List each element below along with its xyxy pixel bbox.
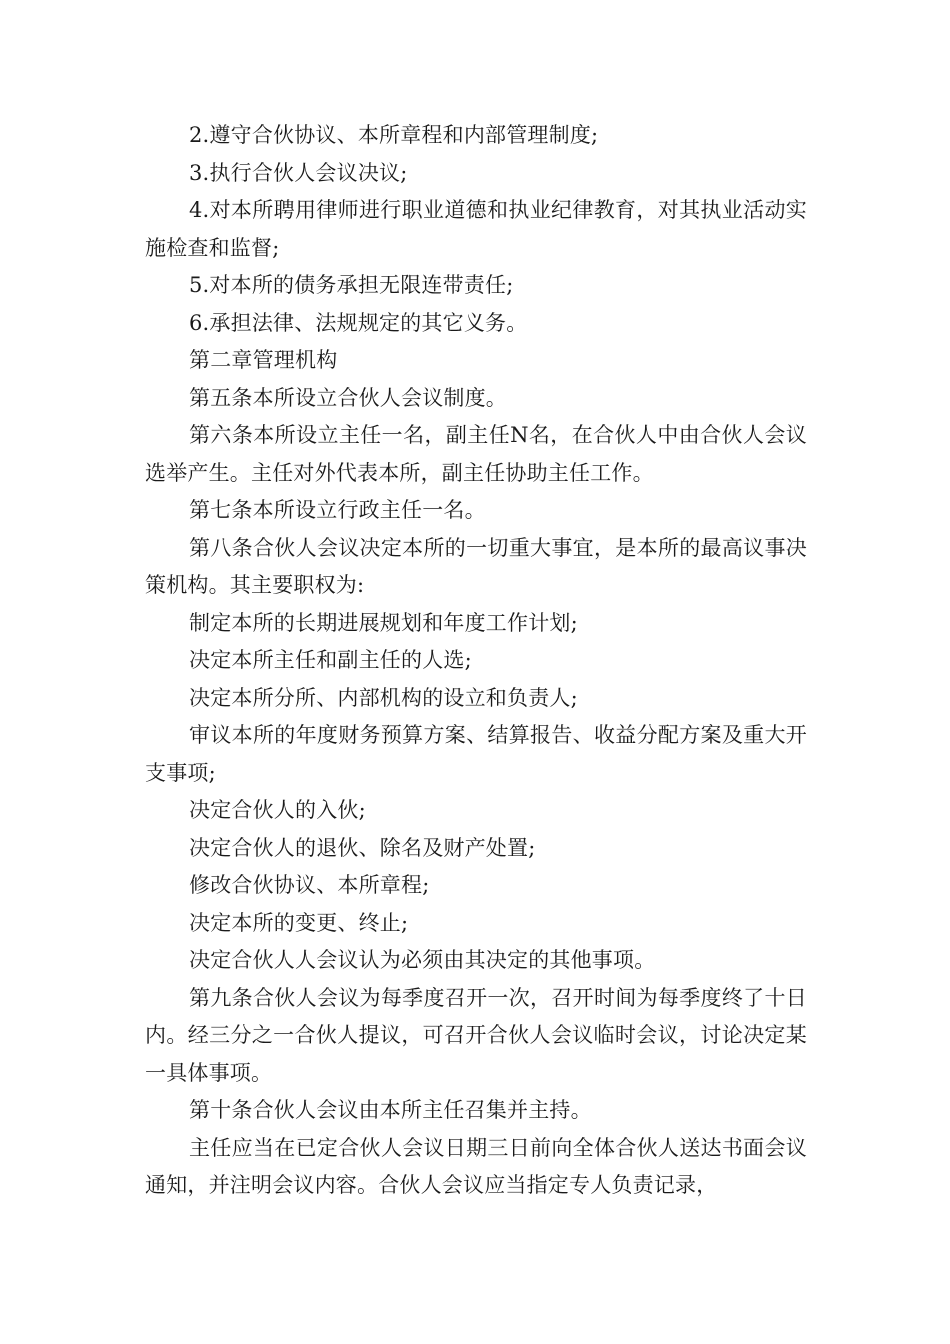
paragraph: 决定合伙人的退伙、除名及财产处置; [189, 835, 536, 860]
paragraph: 制定本所的长期进展规划和年度工作计划; [189, 610, 578, 635]
paragraph: 主任应当在已定合伙人会议日期三日前向全体合伙人送达书面会议通知，并注明会议内容。合伙人会议应当指定专人负责记录， [145, 1135, 807, 1197]
chapter-heading: 第二章管理机构 [189, 348, 338, 372]
paragraph: 4.对本所聘用律师进行职业道德和执业纪律教育，对其执业活动实施检查和监督; [145, 198, 807, 260]
paragraph: 3.执行合伙人会议决议; [189, 160, 408, 185]
paragraph: 第六条本所设立主任一名，副主任N名，在合伙人中由合伙人会议选举产生。主任对外代表本所，副主任协助主任工作。 [145, 423, 807, 485]
paragraph: 审议本所的年度财务预算方案、结算报告、收益分配方案及重大开支事项; [145, 723, 807, 785]
paragraph: 决定合伙人的入伙; [189, 798, 366, 822]
paragraph: 修改合伙协议、本所章程; [189, 873, 430, 897]
document-body [145, 117, 807, 1205]
paragraph: 决定合伙人人会议认为必须由其决定的其他事项。 [189, 948, 656, 972]
paragraph: 2.遵守合伙协议、本所章程和内部管理制度; [189, 123, 599, 147]
paragraph: 决定本所主任和副主任的人选; [189, 648, 472, 672]
paragraph: 第十条合伙人会议由本所主任召集并主持。 [189, 1098, 592, 1122]
paragraph: 第七条本所设立行政主任一名。 [189, 498, 486, 522]
paragraph: 决定本所分所、内部机构的设立和负责人; [189, 685, 578, 710]
paragraph: 5.对本所的债务承担无限连带责任; [189, 273, 514, 297]
paragraph: 第九条合伙人会议为每季度召开一次，召开时间为每季度终了十日内。经三分之一合伙人提议，可召开合伙人会议临时会议，讨论决定某一具体事项。 [145, 985, 807, 1085]
paragraph: 第八条合伙人会议决定本所的一切重大事宜，是本所的最高议事决策机构。其主要职权为: [145, 535, 807, 597]
paragraph: 6.承担法律、法规规定的其它义务。 [189, 310, 528, 335]
paragraph: 决定本所的变更、终止; [189, 910, 409, 935]
paragraph: 第五条本所设立合伙人会议制度。 [189, 385, 507, 410]
